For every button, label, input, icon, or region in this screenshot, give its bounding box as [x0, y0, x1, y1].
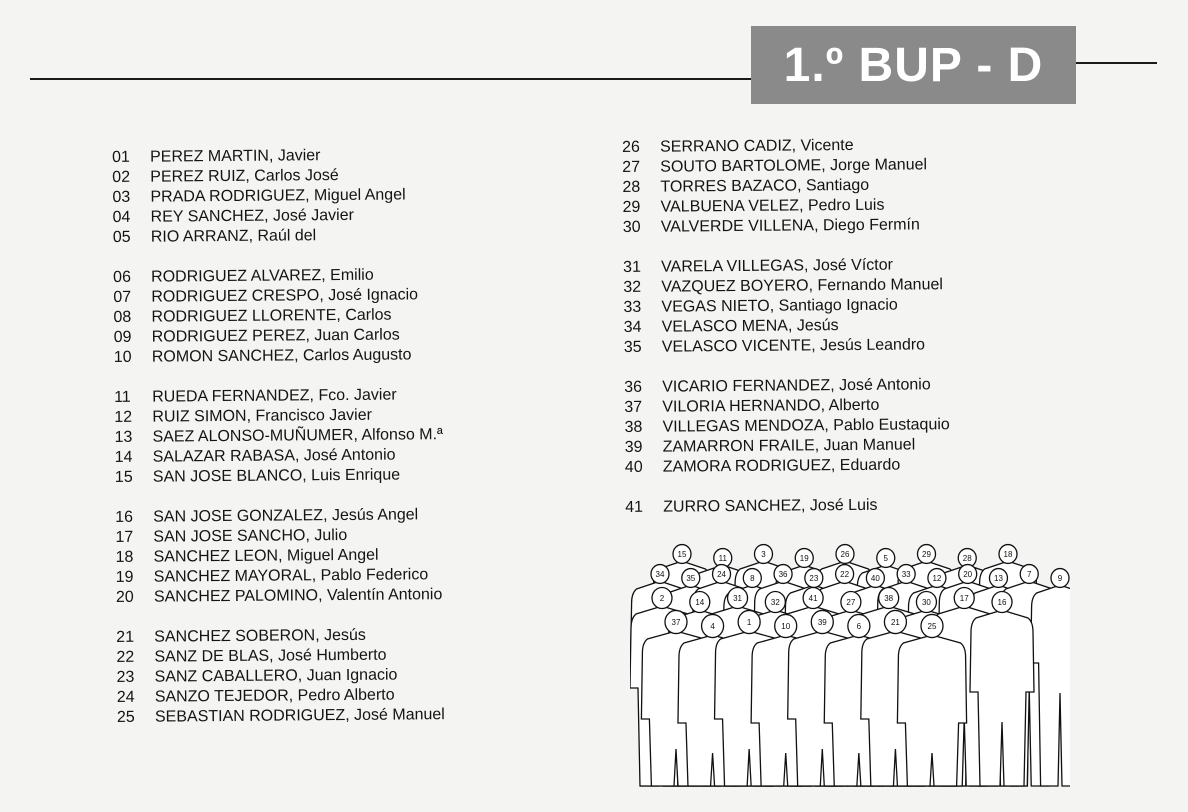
list-item — [113, 225, 442, 248]
student-name: SAN JOSE SANCHO, Julio — [153, 526, 348, 546]
student-name: VAZQUEZ BOYERO, Fernando Manuel — [661, 276, 943, 296]
list-item — [622, 175, 947, 198]
student-number: 01 — [112, 148, 130, 166]
student-number: 21 — [116, 628, 135, 646]
silhouette-body — [897, 636, 966, 786]
list-item — [623, 195, 948, 218]
student-name: ZAMARRON FRAILE, Juan Manuel — [662, 436, 916, 456]
student-name: RODRIGUEZ CRESPO, José Ignacio — [151, 286, 419, 306]
silhouette-number: 14 — [695, 598, 705, 607]
student-name: VEGAS NIETO, Santiago Ignacio — [661, 296, 898, 316]
silhouette-number: 36 — [778, 570, 788, 579]
student-name: TORRES BAZACO, Santiago — [660, 176, 870, 196]
student-number: 12 — [114, 408, 133, 426]
student-name: RODRIGUEZ PEREZ, Juan Carlos — [151, 326, 400, 346]
student-name: SANZ CABALLERO, Juan Ignacio — [154, 666, 398, 686]
student-number: 10 — [113, 348, 132, 366]
student-name: ZAMORA RODRIGUEZ, Eduardo — [662, 456, 901, 476]
silhouette-number: 13 — [994, 574, 1003, 583]
silhouette-number: 24 — [717, 570, 726, 579]
student-name: VELASCO MENA, Jesús — [661, 317, 839, 336]
silhouette-number: 9 — [1057, 574, 1063, 583]
student-number: 25 — [116, 708, 135, 726]
header-rule-left — [30, 78, 755, 80]
student-name: SAN JOSE BLANCO, Luis Enrique — [152, 466, 401, 486]
student-number: 14 — [114, 448, 133, 466]
student-number: 04 — [112, 208, 131, 226]
silhouette-number: 31 — [733, 594, 743, 603]
silhouette-number: 5 — [883, 554, 888, 563]
student-name: SANCHEZ PALOMINO, Valentín Antonio — [153, 586, 443, 606]
student-number: 17 — [115, 528, 134, 546]
student-number: 02 — [112, 168, 131, 186]
silhouette-number: 2 — [659, 594, 665, 603]
silhouette-number: 10 — [781, 622, 791, 631]
silhouette-number: 23 — [809, 574, 819, 583]
student-name: VALBUENA VELEZ, Pedro Luis — [660, 196, 885, 216]
student-name: VILLEGAS MENDOZA, Pablo Eustaquio — [662, 416, 950, 436]
student-number: 33 — [623, 298, 642, 316]
student-number: 07 — [113, 288, 132, 306]
student-name: RODRIGUEZ LLORENTE, Carlos — [151, 306, 392, 326]
student-number: 22 — [116, 648, 135, 666]
list-item — [115, 465, 444, 488]
student-number: 08 — [113, 308, 132, 326]
list-item — [625, 435, 950, 458]
silhouette-number: 37 — [671, 618, 681, 627]
silhouette-number: 39 — [817, 618, 827, 627]
list-item — [114, 345, 443, 368]
student-number: 31 — [623, 258, 642, 276]
class-title: 1.º BUP - D — [783, 38, 1044, 92]
list-item — [112, 185, 441, 208]
student-number: 28 — [622, 178, 641, 196]
silhouette-number: 29 — [922, 550, 931, 559]
silhouette-number: 1 — [746, 618, 752, 627]
list-item — [624, 335, 949, 358]
silhouette-number: 41 — [808, 594, 818, 603]
silhouette-number: 11 — [718, 554, 727, 563]
list-item — [115, 505, 444, 528]
silhouette-number: 15 — [677, 550, 687, 559]
list-item — [623, 215, 948, 238]
student-number: 03 — [112, 188, 131, 206]
student-number: 05 — [112, 228, 131, 246]
silhouette-number: 22 — [840, 570, 850, 579]
class-title-box — [751, 26, 1076, 104]
student-name: REY SANCHEZ, José Javier — [150, 206, 354, 226]
header-rule-right — [1075, 62, 1157, 64]
student-name: PEREZ MARTIN, Javier — [150, 147, 321, 166]
silhouette-number: 3 — [761, 550, 766, 559]
student-name: SANZO TEJEDOR, Pedro Alberto — [154, 686, 395, 706]
silhouette-number: 21 — [890, 618, 900, 627]
silhouette-number: 17 — [959, 594, 969, 603]
student-number: 15 — [114, 468, 133, 486]
student-number: 09 — [113, 328, 132, 346]
student-name: SANCHEZ SOBERON, Jesús — [154, 626, 366, 646]
student-number: 19 — [115, 568, 134, 586]
list-item — [117, 665, 446, 688]
student-name: PRADA RODRIGUEZ, Miguel Angel — [150, 186, 406, 206]
student-name: SAN JOSE GONZALEZ, Jesús Angel — [153, 506, 419, 526]
student-name: RUIZ SIMON, Francisco Javier — [152, 406, 373, 426]
silhouette-number: 33 — [901, 570, 911, 579]
student-number: 27 — [622, 158, 641, 176]
student-name: SOUTO BARTOLOME, Jorge Manuel — [660, 156, 928, 176]
student-number: 16 — [115, 508, 134, 526]
silhouette-number: 18 — [1003, 550, 1013, 559]
roster-column-left — [112, 145, 445, 728]
student-number: 36 — [624, 378, 643, 396]
silhouette-number: 4 — [710, 622, 715, 631]
silhouette-number: 40 — [870, 574, 880, 583]
student-number: 24 — [116, 688, 135, 706]
student-name: SANCHEZ MAYORAL, Pablo Federico — [153, 566, 429, 586]
silhouette-number: 28 — [962, 554, 972, 563]
student-name: SANZ DE BLAS, José Humberto — [154, 646, 387, 666]
student-name: SALAZAR RABASA, José Antonio — [152, 446, 396, 466]
list-item — [624, 375, 949, 398]
silhouette-number: 34 — [655, 570, 665, 579]
silhouette-number: 38 — [884, 594, 894, 603]
silhouette-number: 35 — [686, 574, 696, 583]
student-number: 26 — [622, 138, 640, 156]
student-name: PEREZ RUIZ, Carlos José — [150, 167, 339, 186]
student-number: 23 — [116, 668, 135, 686]
student-name: VELASCO VICENTE, Jesús Leandro — [661, 336, 926, 356]
student-name: RUEDA FERNANDEZ, Fco. Javier — [152, 386, 397, 406]
list-item — [624, 395, 949, 418]
silhouette-number: 26 — [840, 550, 850, 559]
student-number: 37 — [624, 398, 643, 416]
student-name: SERRANO CADIZ, Vicente — [660, 136, 854, 156]
student-number: 32 — [623, 278, 642, 296]
list-item — [624, 315, 949, 338]
list-item — [622, 135, 947, 158]
silhouette-number: 7 — [1027, 570, 1032, 579]
student-number: 29 — [622, 198, 641, 216]
silhouette-number: 30 — [921, 598, 931, 607]
student-number: 39 — [624, 438, 643, 456]
list-item — [623, 255, 948, 278]
group-photo-key-figure — [630, 536, 1070, 798]
silhouette-number: 27 — [846, 598, 856, 607]
student-number: 41 — [625, 498, 644, 516]
student-name: ROMON SANCHEZ, Carlos Augusto — [151, 346, 412, 366]
silhouette-number: 19 — [799, 554, 809, 563]
student-number: 40 — [624, 458, 643, 476]
list-item — [623, 275, 948, 298]
student-name: SANCHEZ LEON, Miguel Angel — [153, 546, 379, 566]
student-number: 18 — [115, 548, 134, 566]
student-number: 11 — [114, 388, 131, 406]
student-number: 30 — [622, 218, 641, 236]
silhouette-number: 8 — [750, 574, 755, 583]
silhouette-number: 12 — [932, 574, 942, 583]
list-item — [625, 495, 950, 518]
list-item — [625, 455, 950, 478]
list-item — [114, 385, 443, 408]
student-name: VALVERDE VILLENA, Diego Fermín — [660, 216, 920, 236]
list-item — [622, 155, 947, 178]
silhouette-number: 6 — [856, 622, 862, 631]
list-item — [624, 415, 949, 438]
student-name: RIO ARRANZ, Raúl del — [150, 227, 317, 246]
student-name: SEBASTIAN RODRIGUEZ, José Manuel — [154, 706, 445, 726]
student-name: RODRIGUEZ ALVAREZ, Emilio — [151, 266, 374, 286]
roster-column-right — [622, 135, 951, 518]
student-number: 13 — [114, 428, 133, 446]
student-name: VILORIA HERNANDO, Alberto — [662, 396, 880, 416]
list-item — [113, 285, 442, 308]
list-item — [116, 585, 445, 608]
list-item — [623, 295, 948, 318]
student-name: SAEZ ALONSO-MUÑUMER, Alfonso M.ª — [152, 426, 444, 446]
student-name: VICARIO FERNANDEZ, José Antonio — [662, 376, 931, 396]
silhouette-number: 25 — [927, 622, 937, 631]
list-item — [117, 705, 446, 728]
student-name: VARELA VILLEGAS, José Víctor — [661, 256, 894, 276]
student-number: 34 — [623, 318, 642, 336]
student-number: 06 — [113, 268, 132, 286]
student-number: 20 — [115, 588, 134, 606]
silhouette-number: 32 — [770, 598, 780, 607]
silhouette-number: 20 — [963, 570, 973, 579]
student-name: ZURRO SANCHEZ, José Luis — [663, 496, 878, 516]
student-number: 35 — [623, 338, 642, 356]
student-number: 38 — [624, 418, 643, 436]
silhouette-number: 16 — [997, 598, 1007, 607]
